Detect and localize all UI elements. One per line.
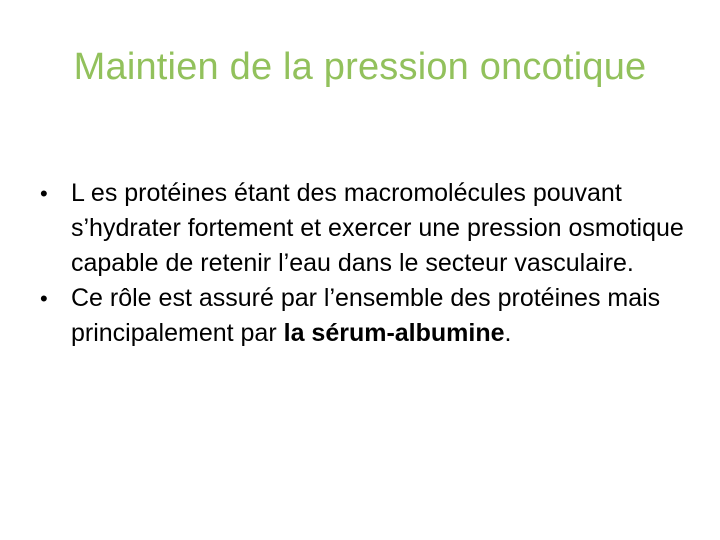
bullet-text-end: . bbox=[504, 319, 512, 347]
bullet-item bbox=[40, 176, 690, 281]
bullet-text-start: Ce rôle est assuré par l’ensemble des protéines mais principalement par bbox=[71, 284, 661, 347]
bullet-emphasis: la sérum-albumine bbox=[283, 319, 505, 347]
bullet-list bbox=[40, 176, 690, 351]
slide-title: Maintien de la pression oncotique bbox=[73, 46, 647, 88]
bullet-icon: • bbox=[40, 286, 48, 311]
bullet-icon: • bbox=[40, 181, 48, 206]
bullet-text: L es protéines étant des macromolécules pouvant s’hydrater fortement et exercer une pression osmotique capable de retenir l’eau dans le secteur vasculaire. bbox=[71, 179, 684, 277]
bullet-item bbox=[40, 281, 690, 351]
